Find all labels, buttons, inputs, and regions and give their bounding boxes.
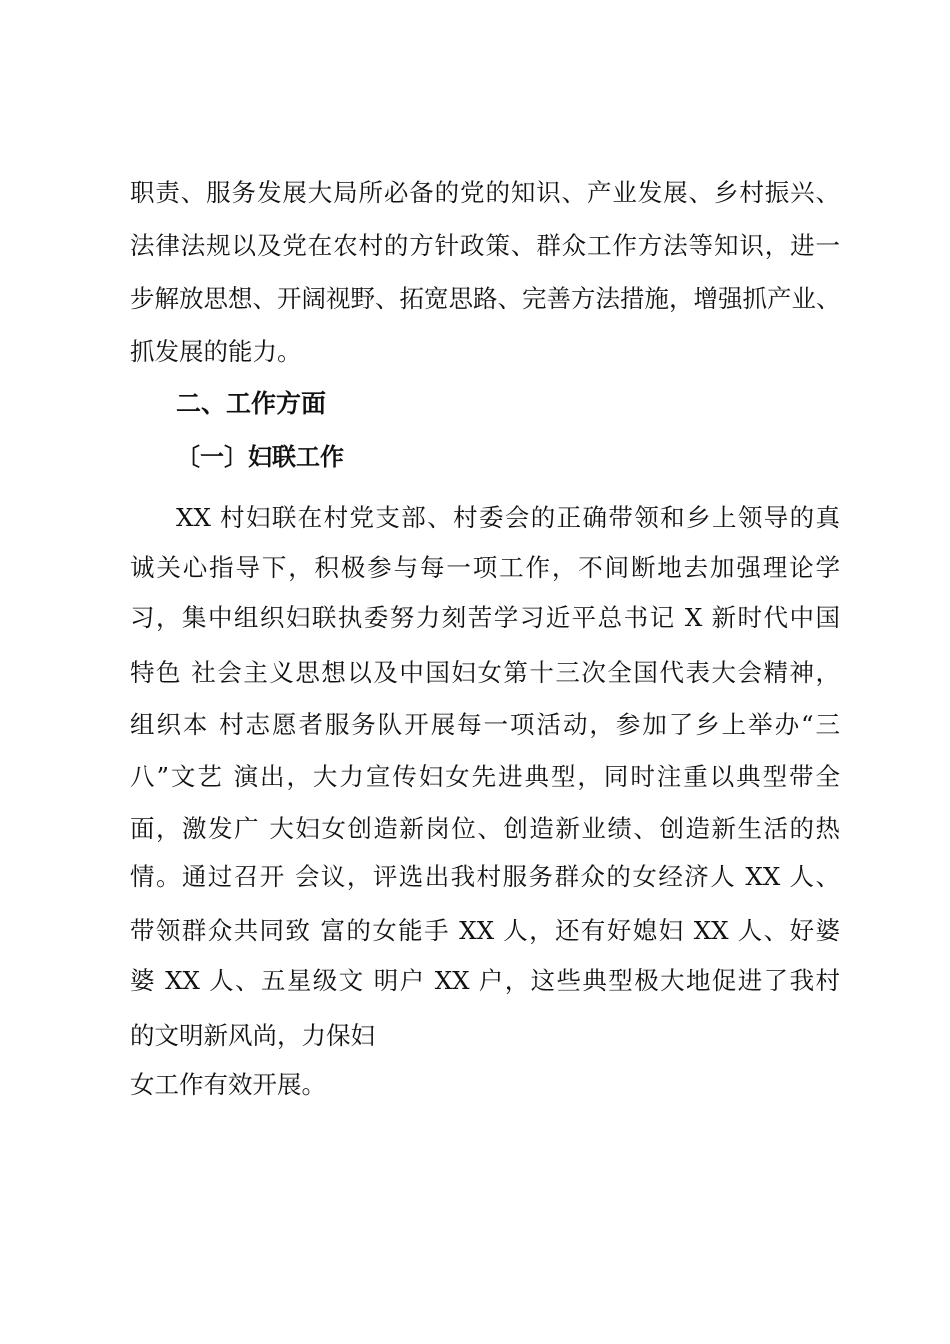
paragraph-2-line-5: 组织本 村志愿者服务队开展每一项活动，参加了乡上举办“三 (130, 710, 840, 739)
paragraph-2-line-2: 诚关心指导下，积极参与每一项工作，不间断地去加强理论学 (130, 553, 840, 582)
section-heading: 二、工作方面 (176, 389, 327, 418)
paragraph-2-line-7: 面，激发广 大妇女创造新岗位、创造新业绩、创造新生活的热 (130, 814, 840, 843)
paragraph-2-line-3: 习，集中组织妇联执委努力刻苦学习近平总书记 X 新时代中国 (130, 603, 840, 632)
paragraph-2-line-12: 女工作有效开展。 (130, 1070, 326, 1099)
paragraph-2-line-10: 婆 XX 人、五星级文 明户 XX 户，这些典型极大地促进了我村 (130, 966, 840, 995)
subsection-heading: 〔一〕妇联工作 (176, 443, 344, 471)
paragraph-1-line-3: 步解放思想、开阔视野、拓宽思路、完善方法措施，增强抓产业、 (130, 284, 841, 313)
paragraph-2-line-11: 的文明新风尚，力保妇 (130, 1021, 375, 1050)
paragraph-2-line-4: 特色 社会主义思想以及中国妇女第十三次全国代表大会精神， (130, 658, 840, 687)
paragraph-2-line-1: XX 村妇联在村党支部、村委会的正确带领和乡上领导的真 (176, 503, 840, 532)
paragraph-2-line-9: 带领群众共同致 富的女能手 XX 人，还有好媳妇 XX 人、好婆 (130, 916, 840, 945)
paragraph-1-line-2: 法律法规以及党在农村的方针政策、群众工作方法等知识，进一 (130, 231, 840, 260)
paragraph-1-line-1: 职责、服务发展大局所必备的党的知识、产业发展、乡村振兴、 (130, 178, 840, 207)
paragraph-2-line-8: 情。通过召开 会议，评选出我村服务群众的女经济人 XX 人、 (130, 862, 840, 891)
paragraph-1-line-4: 抓发展的能力。 (130, 337, 302, 366)
paragraph-2-line-6: 八”文艺 演出，大力宣传妇女先进典型，同时注重以典型带全 (130, 762, 840, 791)
